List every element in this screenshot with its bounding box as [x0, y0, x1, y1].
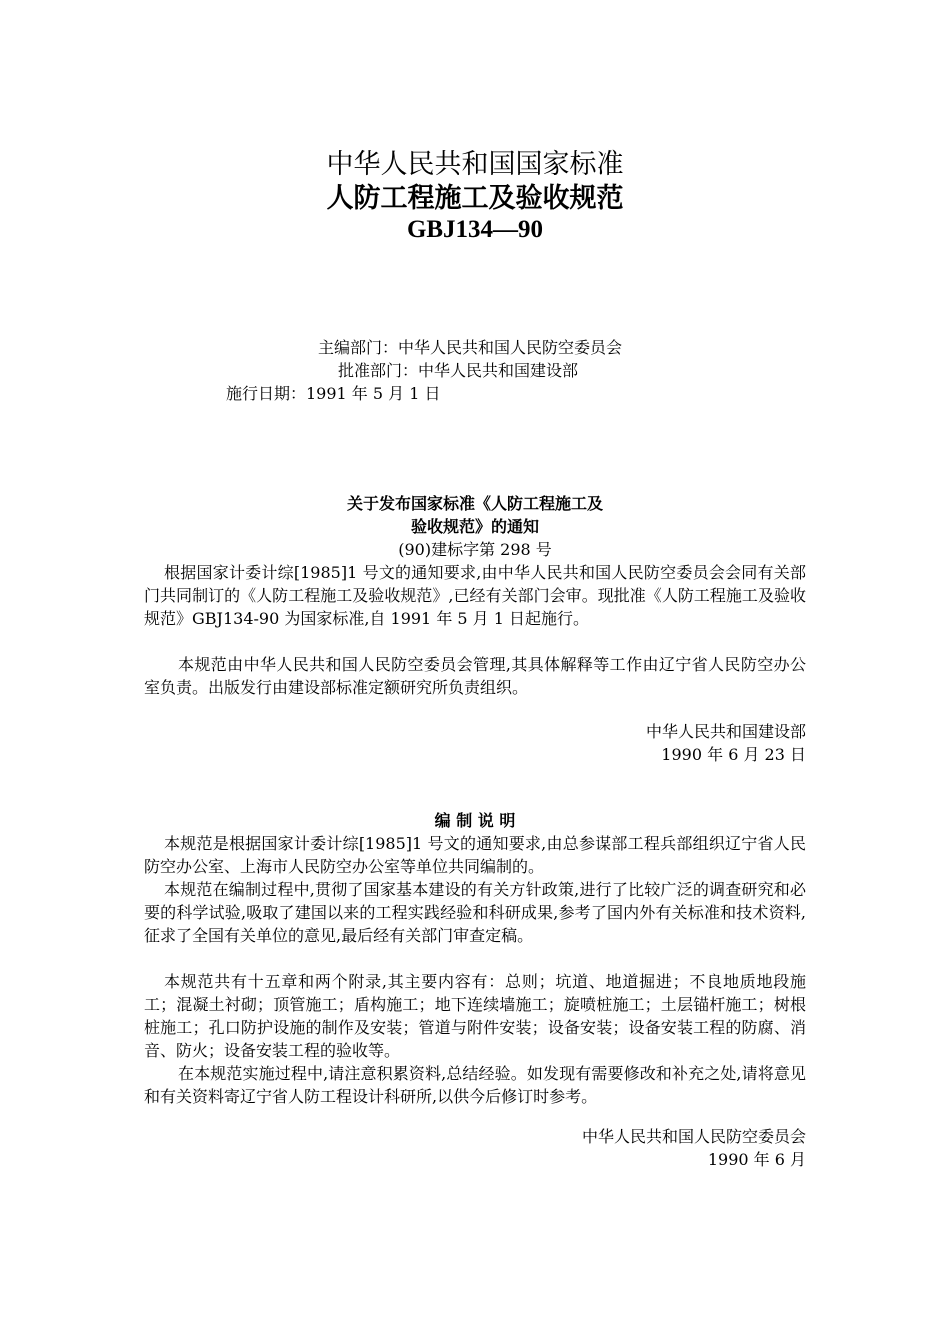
notice-title-line1: 关于发布国家标准《人防工程施工及 [346, 494, 603, 513]
notice-title-line2: 验收规范》的通知 [410, 517, 539, 536]
notice-document-number: (90)建标字第 298 号 [398, 540, 552, 559]
explanation-date: 1990 年 6 月 [707, 1150, 806, 1169]
effective-date: 施行日期：1991 年 5 月 1 日 [226, 384, 441, 403]
explanation-signer: 中华人民共和国人民防空委员会 [581, 1127, 806, 1146]
notice-paragraph-1: 根据国家计委计综[1985]1 号文的通知要求,由中华人民共和国人民防空委员会会同有关部门共同制订的《人防工程施工及验收规范》,已经有关部门会审。现批准《人防工程施工及验收规范》GBJ134-90 为国家标准,自 1991 年 5 月 1 日起施行。 [144, 563, 806, 628]
explanation-paragraph-1: 本规范是根据国家计委计综[1985]1 号文的通知要求,由总参谋部工程兵部组织辽宁省人民防空办公室、上海市人民防空办公室等单位共同编制的。 [144, 834, 806, 876]
explanation-paragraph-2: 本规范在编制过程中,贯彻了国家基本建设的有关方针政策,进行了比较广泛的调查研究和必要的科学试验,吸取了建国以来的工程实践经验和科研成果,参考了国内外有关标准和技术资料,征求了全国有关单位的意见,最后经有关部门审查定稿。 [144, 880, 806, 945]
explanation-title: 编 制 说 明 [434, 811, 516, 830]
chief-department: 主编部门：中华人民共和国人民防空委员会 [318, 338, 623, 357]
notice-date: 1990 年 6 月 23 日 [661, 745, 806, 764]
approving-department: 批准部门：中华人民共和国建设部 [338, 361, 579, 380]
explanation-paragraph-3: 本规范共有十五章和两个附录,其主要内容有：总则；坑道、地道掘进；不良地质地段施工；混凝土衬砌；顶管施工；盾构施工；地下连续墙施工；旋喷桩施工；土层锚杆施工；树根桩施工；孔口防护设施的制作及安装；管道与附件安装；设备安装；设备安装工程的防腐、消音、防火；设备安装工程的验收等。 [144, 972, 806, 1060]
explanation-paragraph-4: 在本规范实施过程中,请注意积累资料,总结经验。如发现有需要修改和补充之处,请将意见和有关资料寄辽宁省人防工程设计科研所,以供今后修订时参考。 [144, 1064, 806, 1106]
notice-signer: 中华人民共和国建设部 [645, 722, 806, 741]
standard-category: 中华人民共和国国家标准 [326, 149, 624, 180]
notice-paragraph-2: 本规范由中华人民共和国人民防空委员会管理,其具体解释等工作由辽宁省人民防空办公室负责。出版发行由建设部标准定额研究所负责组织。 [144, 655, 806, 697]
standard-code: GBJ134—90 [406, 216, 544, 243]
document-title: 人防工程施工及验收规范 [326, 183, 624, 214]
